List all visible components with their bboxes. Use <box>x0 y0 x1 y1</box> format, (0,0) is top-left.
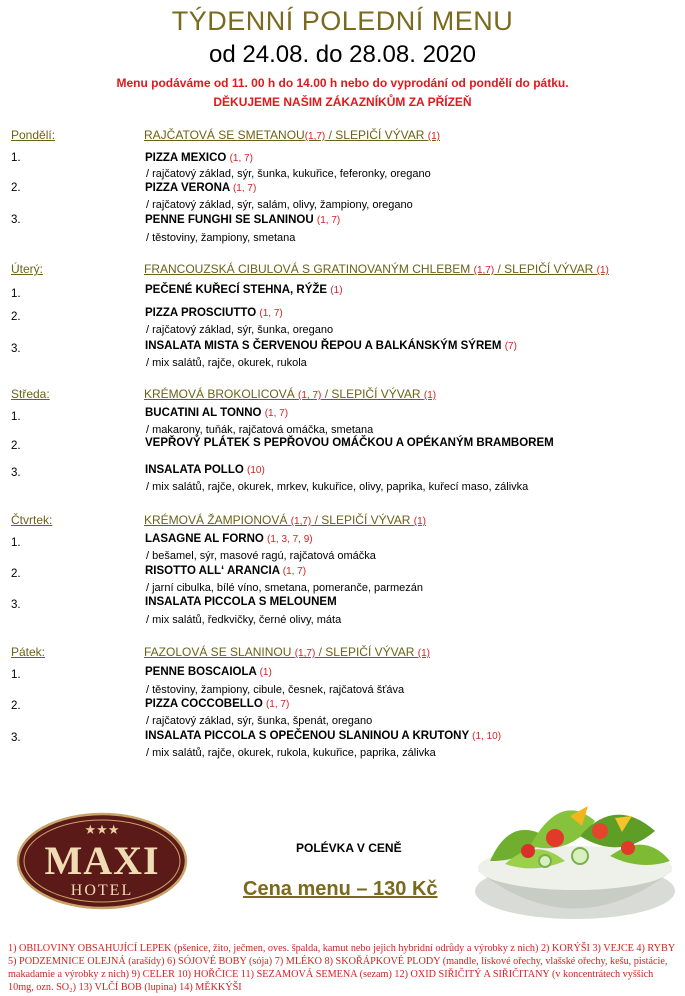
dish-allergens: (1, 7) <box>316 215 341 226</box>
dish-title: INSALATA POLLO <box>145 464 248 476</box>
menu-dates: od 24.08. do 28.08. 2020 <box>209 41 476 68</box>
dish-number: 2. <box>11 311 21 323</box>
dish-name <box>145 730 501 742</box>
day-soup <box>144 387 436 401</box>
soup-allergens: (1,7) <box>304 131 326 142</box>
dish-title: INSALATA PICCOLA S OPEČENOU SLANINOU A KRUTONY <box>145 730 473 742</box>
dish-name <box>145 284 343 296</box>
soup-alt-name: / SLEPIČÍ VÝVAR <box>315 645 418 659</box>
dish-title: PEČENÉ KUŘECÍ STEHNA, RÝŽE <box>145 284 331 296</box>
dish-name <box>145 307 283 319</box>
dish-description: / rajčatový základ, sýr, šunka, kukuřice, feferonky, oregano <box>146 168 431 180</box>
soup-alt-allergens: (1) <box>427 131 440 142</box>
dish-description: / rajčatový základ, sýr, salám, olivy, žampiony, oregano <box>146 199 413 211</box>
dish-description: / těstoviny, žampiony, smetana <box>146 232 296 244</box>
soup-name: KRÉMOVÁ BROKOLICOVÁ <box>144 387 299 401</box>
dish-number: 3. <box>11 732 21 744</box>
day-soup <box>144 513 426 527</box>
day-label: Úterý: <box>11 262 44 276</box>
dish-allergens: (1, 7) <box>259 308 283 319</box>
soup-alt-name: / SLEPIČÍ VÝVAR <box>494 262 597 276</box>
dish-description: / těstoviny, žampiony, cibule, česnek, rajčatová šťáva <box>146 684 405 696</box>
logo-name: MAXI <box>44 838 160 883</box>
soup-included-label: POLÉVKA V CENĚ <box>296 841 402 855</box>
dish-title: INSALATA MISTA S ČERVENOU ŘEPOU A BALKÁNSKÝM SÝREM <box>145 340 505 352</box>
dish-number: 2. <box>11 568 21 580</box>
dish-title: PENNE FUNGHI SE SLANINOU <box>145 214 317 226</box>
allergen-legend <box>8 942 676 994</box>
soup-alt-allergens: (1) <box>413 516 426 527</box>
day-soup <box>144 262 609 276</box>
day-label: Středa: <box>11 387 50 401</box>
dish-title: LASAGNE AL FORNO <box>145 533 268 545</box>
dish-allergens: (1, 7) <box>229 153 253 164</box>
soup-allergens: (1,7) <box>473 265 495 276</box>
dish-allergens: (1, 3, 7, 9) <box>267 534 313 545</box>
soup-name: RAJČATOVÁ SE SMETANOU <box>144 128 305 142</box>
soup-allergens: (1,7) <box>290 516 312 527</box>
dish-title: PIZZA PROSCIUTTO <box>145 307 260 319</box>
menu-title: TÝDENNÍ POLEDNÍ MENU <box>171 6 514 36</box>
dish-number: 1. <box>11 288 21 300</box>
dish-number: 3. <box>11 599 21 611</box>
dish-name <box>145 666 272 678</box>
dish-description: / bešamel, sýr, masové ragú, rajčatová omáčka <box>146 550 376 562</box>
dish-name <box>145 407 288 419</box>
dish-name <box>145 596 337 608</box>
dish-description: / makarony, tuňák, rajčatová omáčka, smetana <box>146 424 374 436</box>
menu-price: Cena menu – 130 Kč <box>243 878 438 900</box>
soup-alt-name: / SLEPIČÍ VÝVAR <box>325 128 428 142</box>
dish-description: / rajčatový základ, sýr, šunka, oregano <box>146 324 334 336</box>
dish-name <box>145 214 340 226</box>
day-label: Čtvrtek: <box>11 513 53 527</box>
soup-alt-allergens: (1) <box>417 648 430 659</box>
logo-stars: ★★★ <box>84 823 120 838</box>
dish-allergens: (1, 7) <box>232 183 257 194</box>
soup-alt-name: / SLEPIČÍ VÝVAR <box>311 513 414 527</box>
dish-name <box>145 698 289 710</box>
dish-description: / mix salátů, ředkvičky, černé olivy, máta <box>146 614 342 626</box>
dish-allergens: (1) <box>330 285 343 296</box>
day-soup <box>144 128 440 142</box>
dish-title: PIZZA VERONA <box>145 182 233 194</box>
soup-alt-allergens: (1) <box>423 390 437 401</box>
dish-name <box>145 464 265 476</box>
dish-number: 2. <box>11 700 21 712</box>
dish-number: 2. <box>11 440 21 452</box>
dish-title: PENNE BOSCAIOLA <box>145 666 260 678</box>
dish-number: 1. <box>11 152 21 164</box>
dish-description: / mix salátů, rajče, okurek, mrkev, kukuřice, olivy, paprika, kuřecí maso, zálivka <box>146 481 529 493</box>
dish-number: 1. <box>11 411 21 423</box>
dish-title: BUCATINI AL TONNO <box>145 407 265 419</box>
dish-allergens: (10) <box>247 465 265 476</box>
soup-alt-name: / SLEPIČÍ VÝVAR <box>321 387 424 401</box>
allergen-legend-text: 1) OBILOVINY OBSAHUJÍCÍ LEPEK (pšenice, žito, ječmen, oves. špalda, kamut nebo jejich hybridní odrůdy a výrobky z nich) 2) KORÝŠI 3) VEJCE 4) RYBY 5) PODZEMNICE OLEJNÁ (arašídy) 6) SÓJOVÉ BOBY (sója) 7) MLÉKO 8) SKOŘÁPKOVÉ PLODY (mandle, lískové ořechy, vlašské ořechy, kešu, pistácie, makadamie a výrobky z nich) 9) CELER 10) HOŘČICE 11) SEZAMOVÁ SEMENA (sezam) 12) OXID SIŘIČITÝ A SIŘIČITANY (v koncentrátech vyšších 10mg, ozn. SO₂) 13) VLČÍ BOB (lupina) 14) MĚKKÝŠI <box>8 943 675 993</box>
dish-number: 2. <box>11 182 21 194</box>
soup-allergens: (1,7) <box>294 648 316 659</box>
dish-name <box>145 182 256 194</box>
dish-name <box>145 437 554 449</box>
dish-title: VEPŘOVÝ PLÁTEK S PEPŘOVOU OMÁČKOU A OPÉKANÝM BRAMBOREM <box>145 437 554 449</box>
soup-name: FRANCOUZSKÁ CIBULOVÁ S GRATINOVANÝM CHLEBEM <box>144 262 474 276</box>
soup-name: KRÉMOVÁ ŽAMPIONOVÁ <box>144 513 291 527</box>
dish-number: 3. <box>11 343 21 355</box>
dish-allergens: (7) <box>504 341 517 352</box>
dish-allergens: (1, 7) <box>282 566 307 577</box>
soup-allergens: (1, 7) <box>298 390 322 401</box>
dish-name <box>145 565 306 577</box>
thanks-notice: DĚKUJEME NAŠIM ZÁKAZNÍKŮM ZA PŘÍZEŇ <box>213 95 472 109</box>
dish-number: 3. <box>11 214 21 226</box>
soup-alt-allergens: (1) <box>596 265 609 276</box>
day-soup <box>144 645 430 659</box>
dish-allergens: (1, 7) <box>264 408 289 419</box>
dish-description: / jarní cibulka, bílé víno, smetana, pomeranče, parmezán <box>146 582 423 594</box>
dish-title: INSALATA PICCOLA S MELOUNEM <box>145 596 337 608</box>
salad-bowl-image <box>450 776 685 926</box>
maxi-hotel-logo <box>16 812 188 910</box>
dish-title: PIZZA COCCOBELLO <box>145 698 266 710</box>
dish-description: / mix salátů, rajče, okurek, rukola, kukuřice, paprika, zálivka <box>146 747 436 759</box>
day-label: Pátek: <box>11 645 46 659</box>
dish-description: / rajčatový základ, sýr, šunka, špenát, oregano <box>146 715 373 727</box>
dish-name <box>145 152 253 164</box>
serving-hours-notice: Menu podáváme od 11. 00 h do 14.00 h nebo do vyprodání od pondělí do pátku. <box>116 76 569 90</box>
dish-number: 1. <box>11 669 21 681</box>
dish-title: PIZZA MEXICO <box>145 152 230 164</box>
soup-name: FAZOLOVÁ SE SLANINOU <box>144 645 295 659</box>
logo-sub: HOTEL <box>70 882 134 899</box>
dish-allergens: (1, 7) <box>265 699 290 710</box>
dish-description: / mix salátů, rajče, okurek, rukola <box>146 357 307 369</box>
dish-allergens: (1, 10) <box>472 731 502 742</box>
dish-number: 1. <box>11 537 21 549</box>
dish-name <box>145 340 517 352</box>
day-label: Pondělí: <box>11 128 56 142</box>
dish-name <box>145 533 313 545</box>
dish-number: 3. <box>11 467 21 479</box>
dish-allergens: (1) <box>259 667 272 678</box>
dish-title: RISOTTO ALL‘ ARANCIA <box>145 565 283 577</box>
